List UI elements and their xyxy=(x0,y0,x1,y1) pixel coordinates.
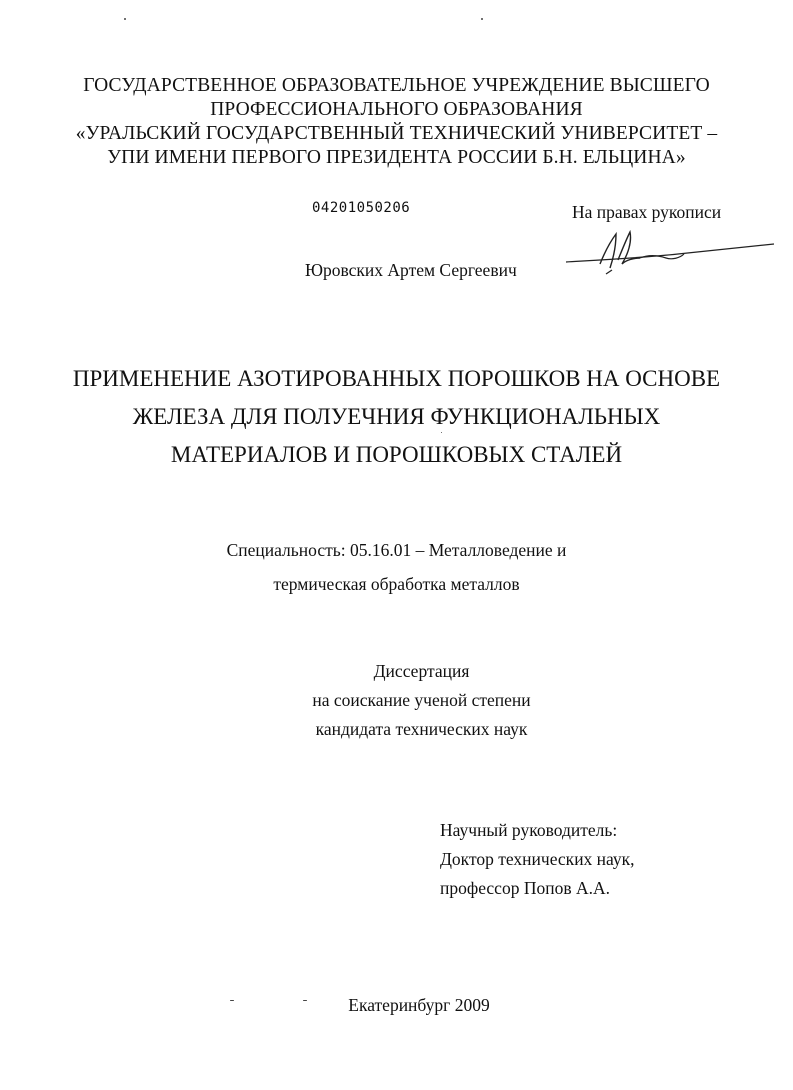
title-line-3: МАТЕРИАЛОВ И ПОРОШКОВЫХ СТАЛЕЙ xyxy=(170,442,623,467)
city-year: Екатеринбург 2009 xyxy=(348,995,490,1015)
title-line-1: ПРИМЕНЕНИЕ АЗОТИРОВАННЫХ ПОРОШКОВ НА ОСНОВЕ xyxy=(72,366,721,391)
degree-line-3: кандидата технических наук xyxy=(315,719,528,739)
specialty-block xyxy=(0,533,793,601)
scan-speck xyxy=(481,18,483,20)
rights-note: На правах рукописи xyxy=(572,202,722,222)
signature-stroke xyxy=(600,234,616,268)
institution-line-1: ГОСУДАРСТВЕННОЕ ОБРАЗОВАТЕЛЬНОЕ УЧРЕЖДЕНИЕ ВЫСШЕГО xyxy=(83,75,710,96)
degree-block xyxy=(0,657,793,744)
signature-stroke xyxy=(640,254,684,259)
institution-line-3: «УРАЛЬСКИЙ ГОСУДАРСТВЕННЫЙ ТЕХНИЧЕСКИЙ УНИВЕРСИТЕТ – xyxy=(75,123,718,144)
library-stamp-number: 04201050206 xyxy=(312,200,411,216)
author-signature xyxy=(560,224,780,284)
specialty-line-2: термическая обработка металлов xyxy=(273,574,520,594)
degree-line-1: Диссертация xyxy=(373,661,470,681)
advisor-block xyxy=(440,816,635,903)
title-line-2: ЖЕЛЕЗА ДЛЯ ПОЛУЕЧНИЯ ФУНКЦИОНАЛЬНЫХ xyxy=(132,404,661,429)
advisor-line-2: Доктор технических наук, xyxy=(440,849,635,869)
institution-line-4: УПИ ИМЕНИ ПЕРВОГО ПРЕЗИДЕНТА РОССИИ Б.Н. ЕЛЬЦИНА» xyxy=(107,147,686,168)
advisor-line-3: профессор Попов А.А. xyxy=(440,878,610,898)
signature-stroke xyxy=(606,270,612,274)
scan-speck xyxy=(124,18,126,20)
author-name: Юровских Артем Сергеевич xyxy=(305,260,517,280)
specialty-line-1: Специальность: 05.16.01 – Металловедение и xyxy=(226,540,567,560)
institution-header xyxy=(0,74,793,170)
institution-line-2: ПРОФЕССИОНАЛЬНОГО ОБРАЗОВАНИЯ xyxy=(210,99,583,120)
dissertation-title xyxy=(0,360,793,474)
degree-line-2: на соискание ученой степени xyxy=(312,690,531,710)
advisor-line-1: Научный руководитель: xyxy=(440,820,618,840)
